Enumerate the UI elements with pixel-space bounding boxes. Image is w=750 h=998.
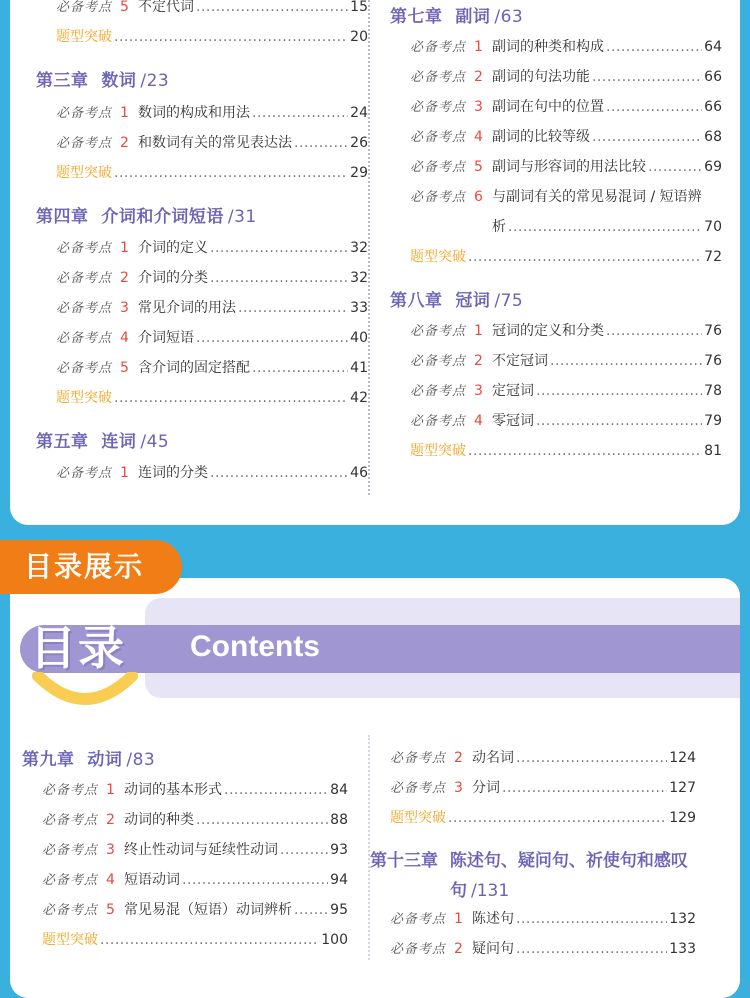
entry-title: 常见易混（短语）动词辨析 — [124, 902, 292, 918]
section-tag: 目录展示 — [0, 540, 182, 594]
point-number: 1 — [474, 39, 483, 55]
chapter-number: 第九章 — [22, 750, 75, 770]
toc-entry[interactable] — [390, 777, 696, 797]
toc-entry[interactable] — [410, 350, 722, 370]
chapter-number: 第四章 — [36, 207, 89, 227]
leader-dots — [196, 330, 348, 346]
breakthrough-row[interactable] — [56, 26, 368, 46]
point-number: 3 — [120, 300, 129, 316]
leader-dots — [210, 270, 348, 286]
chapter-name: 介词和介词短语 — [101, 207, 224, 227]
leader-dots — [516, 750, 667, 766]
breakthrough-label: 题型突破 — [410, 443, 466, 459]
chapter-number: 第五章 — [36, 432, 89, 452]
entry-page: 93 — [330, 842, 348, 858]
entry-page: 76 — [704, 323, 722, 339]
point-number: 2 — [474, 353, 483, 369]
toc-entry[interactable] — [56, 237, 368, 257]
chapter-page: /83 — [126, 750, 156, 770]
contents-header-band — [20, 625, 740, 673]
point-number: 2 — [474, 69, 483, 85]
entry-title: 与副词有关的常见易混词 / 短语辨 — [492, 189, 702, 205]
point-tag: 必备考点 — [42, 903, 99, 918]
point-tag: 必备考点 — [56, 466, 113, 481]
leader-dots — [182, 872, 328, 888]
entry-title: 副词在句中的位置 — [492, 99, 604, 115]
entry-page: 40 — [350, 330, 368, 346]
breakthrough-label: 题型突破 — [390, 810, 446, 826]
entry-page: 41 — [350, 360, 368, 376]
toc-entry-cont[interactable] — [492, 216, 722, 236]
chapter-heading[interactable] — [22, 745, 155, 770]
leader-dots — [280, 842, 328, 858]
chapter-heading[interactable] — [390, 286, 523, 311]
point-number: 1 — [106, 782, 115, 798]
point-number: 3 — [106, 842, 115, 858]
toc-entry[interactable] — [390, 908, 696, 928]
entry-page: 72 — [704, 249, 722, 265]
point-tag: 必备考点 — [410, 160, 467, 175]
chapter-name: 副词 — [455, 7, 491, 27]
chapter-number: 第八章 — [390, 291, 443, 311]
entry-title: 介词短语 — [138, 330, 194, 346]
chapter-name-cont: 句 — [450, 881, 467, 901]
entry-page: 133 — [669, 941, 696, 957]
contents-subtitle: Contents — [190, 630, 320, 663]
chapter-name: 陈述句、疑问句、祈使句和感叹 — [449, 851, 688, 871]
entry-page: 20 — [350, 29, 368, 45]
leader-dots — [252, 105, 348, 121]
point-number: 6 — [474, 189, 483, 205]
breakthrough-label: 题型突破 — [42, 932, 98, 948]
point-number: 5 — [474, 159, 483, 175]
leader-dots — [196, 812, 328, 828]
point-tag: 必备考点 — [56, 0, 113, 15]
entry-title-cont: 析 — [492, 219, 506, 235]
point-tag: 必备考点 — [410, 70, 467, 85]
entry-page: 76 — [704, 353, 722, 369]
point-tag: 必备考点 — [390, 912, 447, 927]
leader-dots — [210, 240, 348, 256]
entry-page: 29 — [350, 165, 368, 181]
chapter-name: 冠词 — [455, 291, 491, 311]
point-tag: 必备考点 — [410, 354, 467, 369]
chapter-number: 第十三章 — [370, 851, 438, 871]
point-tag: 必备考点 — [56, 331, 113, 346]
entry-title: 副词的比较等级 — [492, 129, 590, 145]
leader-dots — [114, 165, 348, 181]
leader-dots — [516, 911, 667, 927]
leader-dots — [114, 390, 348, 406]
entry-page: 132 — [669, 911, 696, 927]
point-number: 2 — [454, 750, 463, 766]
chapter-heading[interactable] — [36, 66, 169, 91]
point-tag: 必备考点 — [410, 40, 467, 55]
entry-title: 含介词的固定搭配 — [138, 360, 250, 376]
entry-page: 66 — [704, 69, 722, 85]
toc-entry[interactable] — [410, 320, 722, 340]
point-number: 1 — [120, 465, 129, 481]
point-tag: 必备考点 — [390, 942, 447, 957]
entry-title: 副词的句法功能 — [492, 69, 590, 85]
point-number: 5 — [120, 0, 129, 15]
chapter-heading[interactable] — [390, 2, 523, 27]
leader-dots — [224, 782, 328, 798]
point-number: 4 — [106, 872, 115, 888]
entry-page: 26 — [350, 135, 368, 151]
point-tag: 必备考点 — [42, 783, 99, 798]
point-tag: 必备考点 — [410, 190, 467, 205]
entry-title: 陈述句 — [472, 911, 514, 927]
leader-dots — [196, 0, 348, 15]
entry-page: 124 — [669, 750, 696, 766]
leader-dots — [448, 810, 667, 826]
point-tag: 必备考点 — [56, 241, 113, 256]
leader-dots — [100, 932, 319, 948]
entry-page: 32 — [350, 270, 368, 286]
leader-dots — [468, 443, 702, 459]
entry-page: 127 — [669, 780, 696, 796]
toc-entry[interactable] — [410, 66, 722, 86]
chapter-name: 数词 — [101, 71, 137, 91]
entry-page: 129 — [669, 810, 696, 826]
toc-entry[interactable] — [410, 36, 722, 56]
point-tag: 必备考点 — [56, 271, 113, 286]
entry-page: 42 — [350, 390, 368, 406]
point-tag: 必备考点 — [42, 843, 99, 858]
point-tag: 必备考点 — [390, 751, 447, 766]
point-tag: 必备考点 — [390, 781, 447, 796]
entry-page: 69 — [704, 159, 722, 175]
leader-dots — [468, 249, 702, 265]
entry-page: 84 — [330, 782, 348, 798]
toc-entry[interactable] — [42, 809, 348, 829]
chapter-name: 连词 — [101, 432, 137, 452]
entry-title: 疑问句 — [472, 941, 514, 957]
point-number: 4 — [474, 129, 483, 145]
toc-entry[interactable] — [42, 899, 348, 919]
entry-title: 数词的构成和用法 — [138, 105, 250, 121]
leader-dots — [502, 780, 667, 796]
chapter-number: 第七章 — [390, 7, 443, 27]
breakthrough-row[interactable] — [56, 387, 368, 407]
point-tag: 必备考点 — [410, 414, 467, 429]
entry-title: 副词的种类和构成 — [492, 39, 604, 55]
toc-entry[interactable] — [42, 779, 348, 799]
toc-entry[interactable] — [56, 357, 368, 377]
entry-page: 81 — [704, 443, 722, 459]
breakthrough-row[interactable] — [56, 162, 368, 182]
toc-entry[interactable] — [56, 102, 368, 122]
entry-page: 46 — [350, 465, 368, 481]
point-number: 4 — [474, 413, 483, 429]
entry-title: 和数词有关的常见表达法 — [138, 135, 292, 151]
chapter-heading[interactable] — [36, 427, 169, 452]
entry-title: 介词的定义 — [138, 240, 208, 256]
toc-entry[interactable] — [390, 747, 696, 767]
point-number: 3 — [474, 99, 483, 115]
toc-entry[interactable] — [410, 380, 722, 400]
toc-entry[interactable] — [410, 186, 722, 206]
breakthrough-row[interactable] — [42, 929, 348, 949]
breakthrough-label: 题型突破 — [56, 165, 112, 181]
point-number: 3 — [454, 780, 463, 796]
point-tag: 必备考点 — [410, 100, 467, 115]
entry-title: 零冠词 — [492, 413, 534, 429]
leader-dots — [210, 465, 348, 481]
toc-entry[interactable] — [56, 132, 368, 152]
point-tag: 必备考点 — [410, 324, 467, 339]
entry-page: 24 — [350, 105, 368, 121]
entry-title: 介词的分类 — [138, 270, 208, 286]
point-number: 1 — [120, 240, 129, 256]
leader-dots — [550, 353, 702, 369]
point-number: 2 — [120, 270, 129, 286]
entry-page: 32 — [350, 240, 368, 256]
point-number: 2 — [454, 941, 463, 957]
point-tag: 必备考点 — [56, 136, 113, 151]
leader-dots — [606, 323, 702, 339]
entry-title: 副词与形容词的用法比较 — [492, 159, 646, 175]
entry-page: 68 — [704, 129, 722, 145]
entry-title: 动词的基本形式 — [124, 782, 222, 798]
leader-dots — [516, 941, 667, 957]
entry-title: 定冠词 — [492, 383, 534, 399]
entry-title: 短语动词 — [124, 872, 180, 888]
breakthrough-label: 题型突破 — [410, 249, 466, 265]
entry-page: 88 — [330, 812, 348, 828]
smile-decoration-icon — [30, 672, 140, 712]
chapter-heading[interactable] — [370, 846, 688, 871]
chapter-page: /45 — [140, 432, 170, 452]
leader-dots — [238, 300, 348, 316]
chapter-page: /131 — [471, 881, 510, 901]
chapter-page: /75 — [494, 291, 524, 311]
entry-title: 常见介词的用法 — [138, 300, 236, 316]
leader-dots — [592, 69, 702, 85]
leader-dots — [294, 902, 328, 918]
point-tag: 必备考点 — [56, 106, 113, 121]
point-tag: 必备考点 — [56, 361, 113, 376]
entry-title: 冠词的定义和分类 — [492, 323, 604, 339]
chapter-heading-cont — [450, 876, 509, 901]
point-tag: 必备考点 — [410, 384, 467, 399]
entry-page: 15 — [350, 0, 368, 15]
entry-page: 95 — [330, 902, 348, 918]
leader-dots — [606, 99, 702, 115]
toc-entry[interactable] — [410, 410, 722, 430]
contents-title: 目录 — [30, 621, 126, 675]
breakthrough-label: 题型突破 — [56, 29, 112, 45]
point-number: 5 — [106, 902, 115, 918]
toc-entry[interactable] — [56, 327, 368, 347]
entry-title: 动词的种类 — [124, 812, 194, 828]
point-number: 4 — [120, 330, 129, 346]
toc-entry[interactable] — [390, 938, 696, 958]
entry-title: 连词的分类 — [138, 465, 208, 481]
breakthrough-row[interactable] — [410, 246, 722, 266]
entry-title: 动名词 — [472, 750, 514, 766]
point-number: 1 — [454, 911, 463, 927]
entry-page: 100 — [321, 932, 348, 948]
entry-title: 不定冠词 — [492, 353, 548, 369]
toc-entry[interactable] — [42, 839, 348, 859]
point-number: 1 — [474, 323, 483, 339]
leader-dots — [648, 159, 702, 175]
toc-entry[interactable] — [42, 869, 348, 889]
breakthrough-label: 题型突破 — [56, 390, 112, 406]
point-number: 5 — [120, 360, 129, 376]
column-divider-top — [368, 0, 370, 495]
chapter-number: 第三章 — [36, 71, 89, 91]
toc-entry[interactable] — [56, 297, 368, 317]
leader-dots — [536, 413, 702, 429]
toc-entry[interactable] — [410, 156, 722, 176]
leader-dots — [592, 129, 702, 145]
leader-dots — [252, 360, 348, 376]
point-tag: 必备考点 — [42, 873, 99, 888]
breakthrough-row[interactable] — [410, 440, 722, 460]
chapter-page: /31 — [227, 207, 257, 227]
breakthrough-row[interactable] — [390, 807, 696, 827]
chapter-page: /63 — [494, 7, 524, 27]
leader-dots — [508, 219, 702, 235]
point-tag: 必备考点 — [42, 813, 99, 828]
leader-dots — [294, 135, 348, 151]
point-number: 3 — [474, 383, 483, 399]
entry-title: 分词 — [472, 780, 500, 796]
chapter-name: 动词 — [87, 750, 123, 770]
entry-page: 94 — [330, 872, 348, 888]
entry-title: 终止性动词与延续性动词 — [124, 842, 278, 858]
chapter-page: /23 — [140, 71, 170, 91]
entry-page: 70 — [704, 219, 722, 235]
point-tag: 必备考点 — [56, 301, 113, 316]
point-number: 2 — [120, 135, 129, 151]
entry-page: 78 — [704, 383, 722, 399]
entry-page: 79 — [704, 413, 722, 429]
entry-page: 64 — [704, 39, 722, 55]
toc-entry[interactable] — [410, 96, 722, 116]
point-tag: 必备考点 — [410, 130, 467, 145]
toc-entry[interactable] — [56, 267, 368, 287]
point-number: 2 — [106, 812, 115, 828]
chapter-heading[interactable] — [36, 202, 257, 227]
entry-page: 33 — [350, 300, 368, 316]
leader-dots — [114, 29, 348, 45]
leader-dots — [536, 383, 702, 399]
leader-dots — [606, 39, 702, 55]
point-number: 1 — [120, 105, 129, 121]
toc-entry[interactable] — [410, 126, 722, 146]
entry-page: 66 — [704, 99, 722, 115]
toc-entry[interactable] — [56, 0, 368, 16]
entry-title: 不定代词 — [138, 0, 194, 15]
toc-entry[interactable] — [56, 462, 368, 482]
